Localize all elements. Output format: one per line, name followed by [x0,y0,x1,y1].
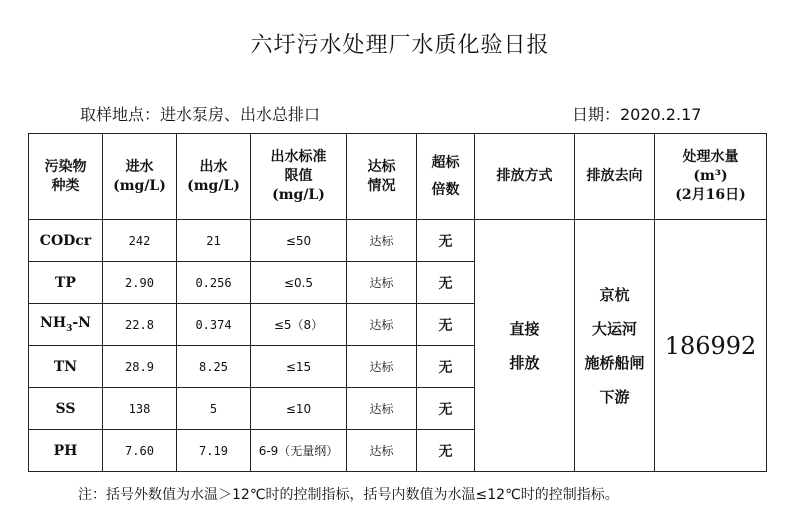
effluent-value: 0.256 [177,262,251,304]
influent-value: 22.8 [103,304,177,346]
exceed-value: 无 [417,430,475,472]
status-value: 达标 [347,262,417,304]
header-limit: 出水标准 限值 (mg/L) [251,134,347,220]
limit-value: ≤15 [251,346,347,388]
status-value: 达标 [347,346,417,388]
status-value: 达标 [347,388,417,430]
sampling-location: 取样地点：进水泵房、出水总排口 [80,105,321,124]
influent-value: 242 [103,220,177,262]
discharge-method-cell: 直接 排放 [475,220,575,472]
exceed-value: 无 [417,304,475,346]
exceed-value: 无 [417,346,475,388]
header-exceed: 超标 倍数 [417,134,475,220]
effluent-value: 0.374 [177,304,251,346]
effluent-value: 21 [177,220,251,262]
report-date: 日期：2020.2.17 [572,105,702,124]
influent-value: 7.60 [103,430,177,472]
exceed-value: 无 [417,262,475,304]
influent-value: 28.9 [103,346,177,388]
exceed-value: 无 [417,220,475,262]
limit-value: ≤0.5 [251,262,347,304]
header-status: 达标 情况 [347,134,417,220]
report-title: 六圩污水处理厂水质化验日报 [250,33,550,58]
effluent-value: 7.19 [177,430,251,472]
status-value: 达标 [347,430,417,472]
limit-value: ≤5（8） [251,304,347,346]
table-row [29,220,767,262]
pollutant-name: PH [29,430,103,472]
status-value: 达标 [347,220,417,262]
pollutant-name: TP [29,262,103,304]
pollutant-name: $NH_3-N$ [29,304,103,346]
influent-value: 138 [103,388,177,430]
effluent-value: 8.25 [177,346,251,388]
exceed-value: 无 [417,388,475,430]
header-volume: 处理水量 (m³) (2月16日) [655,134,767,220]
header-row [29,134,767,220]
effluent-value: 5 [177,388,251,430]
pollutant-name: CODcr [29,220,103,262]
pollutant-name: TN [29,346,103,388]
discharge-destination-cell: 京杭 大运河 施桥船闸 下游 [575,220,655,472]
water-quality-table [28,133,767,472]
status-value: 达标 [347,304,417,346]
limit-value: ≤10 [251,388,347,430]
header-discharge-destination: 排放去向 [575,134,655,220]
header-effluent: 出水 (mg/L) [177,134,251,220]
footnote: 注：括号外数值为水温＞12℃时的控制指标，括号内数值为水温≤12℃时的控制指标。 [78,487,619,503]
header-pollutant: 污染物 种类 [29,134,103,220]
influent-value: 2.90 [103,262,177,304]
treated-volume-value: 186992 [655,220,767,472]
header-discharge-method: 排放方式 [475,134,575,220]
pollutant-name: SS [29,388,103,430]
limit-value: ≤50 [251,220,347,262]
header-influent: 进水 (mg/L) [103,134,177,220]
limit-value: 6-9（无量纲） [251,430,347,472]
